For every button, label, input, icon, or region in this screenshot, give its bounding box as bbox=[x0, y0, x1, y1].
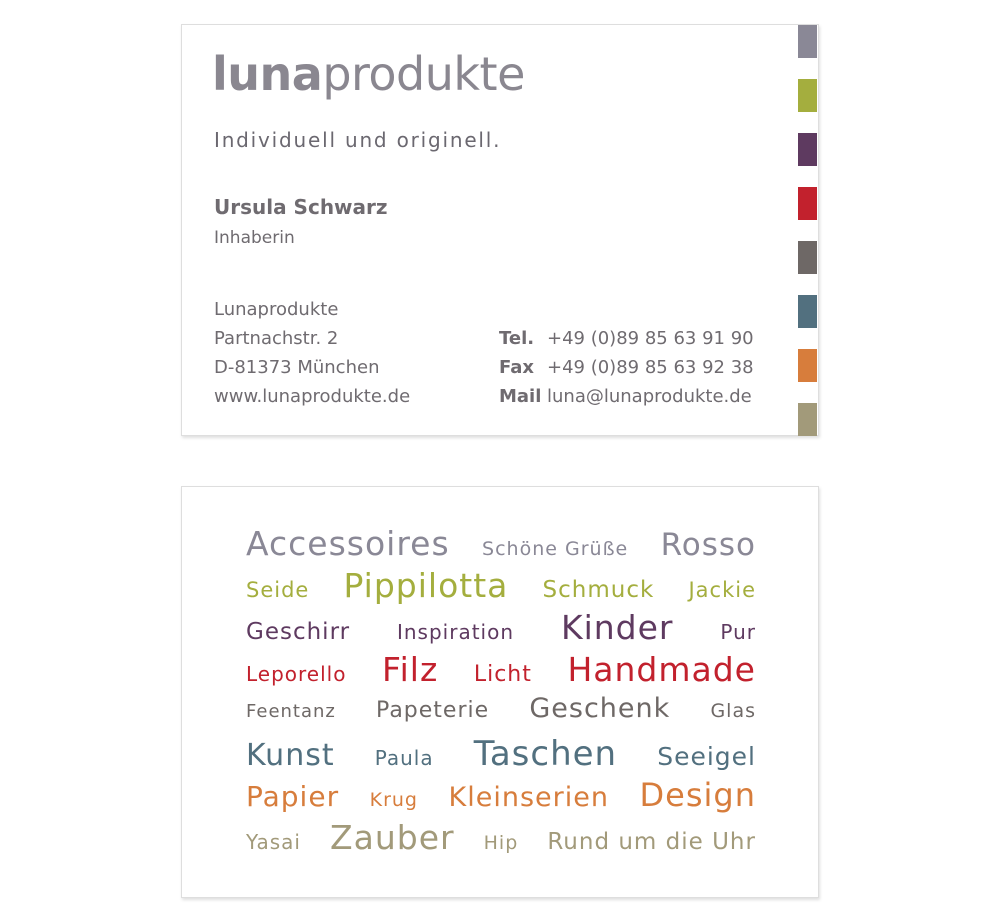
word-cloud-term: Yasai bbox=[246, 830, 301, 854]
tagline: Individuell und originell. bbox=[214, 128, 502, 152]
word-row bbox=[246, 818, 756, 871]
word-cloud-term: Pippilotta bbox=[343, 566, 509, 605]
word-cloud-term: Taschen bbox=[473, 734, 618, 774]
color-stripe bbox=[798, 403, 817, 436]
address-line-city: D-81373 München bbox=[214, 357, 380, 378]
color-stripe bbox=[798, 349, 817, 382]
word-cloud-term: Rosso bbox=[660, 527, 756, 563]
word-cloud-term: Schöne Grüße bbox=[482, 538, 629, 560]
word-cloud-term: Leporello bbox=[246, 662, 347, 686]
color-stripe bbox=[798, 187, 817, 220]
person-role: Inhaberin bbox=[214, 228, 295, 248]
color-stripe bbox=[798, 25, 817, 58]
website-link[interactable]: www.lunaprodukte.de bbox=[214, 386, 411, 407]
contact-block bbox=[499, 324, 754, 411]
contact-value-fax: +49 (0)89 85 63 92 38 bbox=[547, 357, 754, 378]
logo-regular-part: produkte bbox=[322, 47, 525, 101]
word-cloud-term: Seide bbox=[246, 578, 310, 602]
brand-logo bbox=[212, 47, 525, 101]
word-cloud-term: Rund um die Uhr bbox=[547, 829, 756, 855]
color-stripe bbox=[798, 79, 817, 112]
word-cloud-term: Handmade bbox=[567, 650, 756, 689]
address-block bbox=[214, 295, 410, 411]
word-cloud-term: Krug bbox=[369, 789, 418, 811]
color-stripe bbox=[798, 133, 817, 166]
contact-value-mail[interactable]: luna@lunaprodukte.de bbox=[547, 386, 752, 407]
word-cloud-term: Paula bbox=[374, 746, 434, 770]
word-cloud-term: Design bbox=[639, 776, 756, 814]
word-cloud-term: Licht bbox=[473, 662, 532, 687]
color-stripe bbox=[798, 241, 817, 274]
word-cloud-term: Inspiration bbox=[396, 620, 515, 644]
color-stripe bbox=[798, 295, 817, 328]
word-cloud-term: Papier bbox=[246, 780, 340, 813]
word-cloud-term: Schmuck bbox=[542, 577, 655, 603]
word-cloud-term: Seeigel bbox=[657, 742, 756, 771]
word-cloud-term: Filz bbox=[382, 650, 439, 689]
contact-value-tel[interactable]: +49 (0)89 85 63 91 90 bbox=[547, 328, 754, 349]
word-cloud-term: Kleinserien bbox=[448, 782, 609, 813]
word-cloud-term: Geschenk bbox=[529, 693, 671, 724]
word-cloud-term: Pur bbox=[720, 620, 756, 644]
word-cloud-term: Kunst bbox=[246, 738, 335, 773]
business-card-back bbox=[181, 486, 819, 898]
word-cloud-term: Glas bbox=[710, 700, 756, 722]
word-cloud-term: Jackie bbox=[688, 578, 756, 602]
contact-row-fax bbox=[499, 353, 754, 382]
color-stripes bbox=[798, 25, 817, 435]
word-cloud-term: Accessoires bbox=[246, 524, 450, 563]
address-line-street: Partnachstr. 2 bbox=[214, 328, 339, 349]
contact-row-tel bbox=[499, 324, 754, 353]
contact-row-mail bbox=[499, 382, 754, 411]
address-line-company: Lunaprodukte bbox=[214, 299, 339, 320]
person-name: Ursula Schwarz bbox=[214, 195, 388, 219]
contact-label-fax: Fax bbox=[499, 357, 534, 378]
word-cloud-term: Geschirr bbox=[246, 619, 351, 645]
contact-label-mail: Mail bbox=[499, 386, 542, 407]
word-cloud-term: Feentanz bbox=[246, 701, 336, 722]
logo-bold-part: luna bbox=[212, 47, 323, 101]
business-card-front bbox=[181, 24, 819, 436]
word-cloud-term: Hip bbox=[483, 832, 519, 854]
word-cloud-term: Zauber bbox=[330, 818, 455, 857]
contact-label-tel: Tel. bbox=[499, 328, 535, 349]
word-cloud-term: Papeterie bbox=[376, 698, 490, 723]
word-cloud-term: Kinder bbox=[560, 608, 674, 647]
